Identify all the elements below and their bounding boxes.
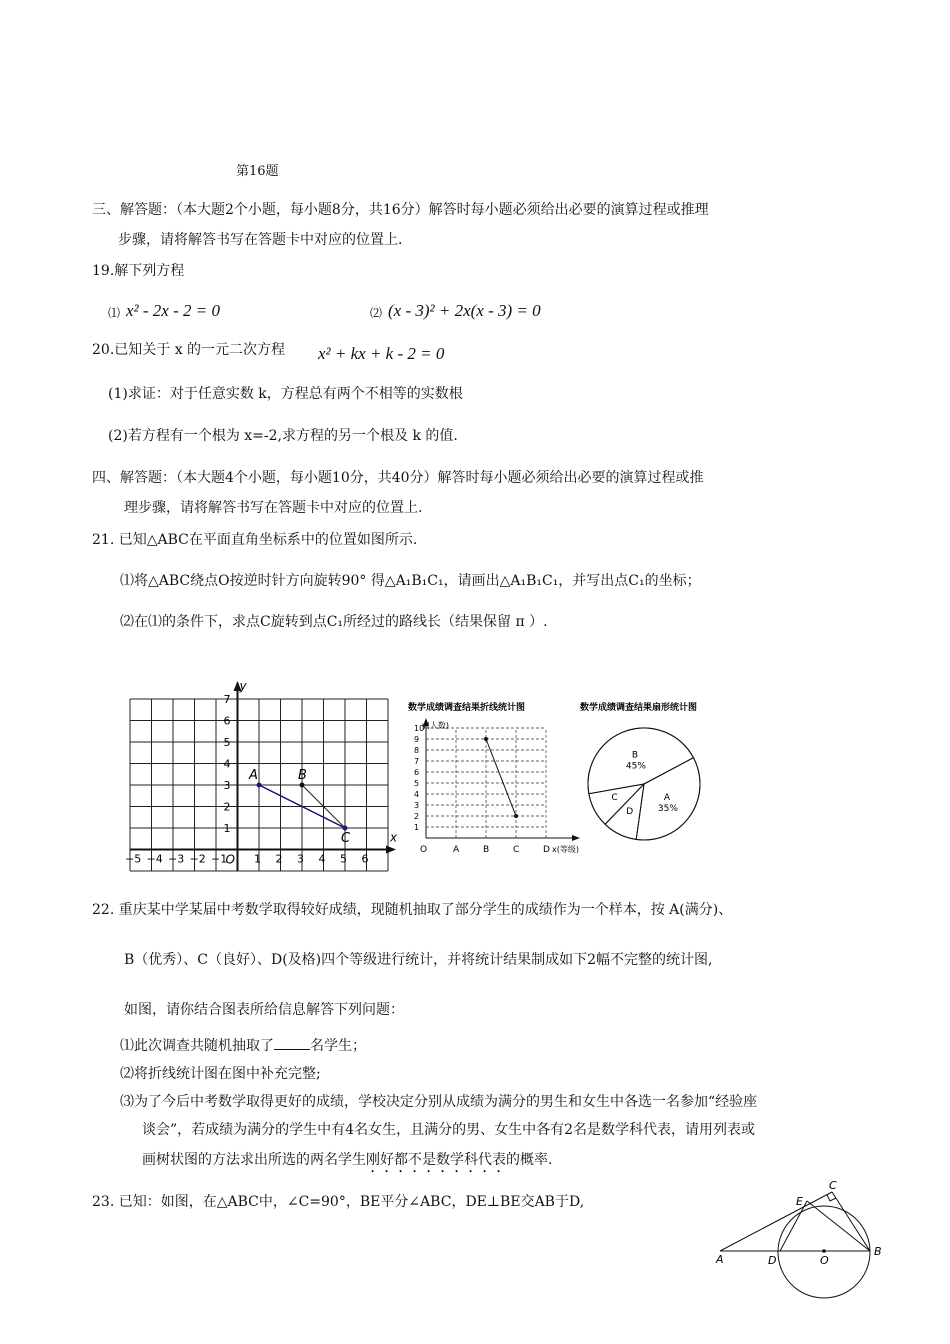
- q22-sub1-suffix: 名学生；: [310, 1038, 366, 1054]
- label-d: D: [768, 1254, 777, 1267]
- answer-blank[interactable]: [274, 1037, 310, 1050]
- question-19-title: 19.解下列方程: [92, 263, 185, 279]
- question-22-line-3: 如图，请你结合图表所给信息解答下列问题：: [124, 1002, 404, 1018]
- q21-subquestion-2: ⑵在⑴的条件下，求点C旋转到点C₁所经过的路线长（结果保留 π ）.: [120, 614, 548, 630]
- label-o: O: [820, 1254, 829, 1267]
- line-y-tick: 4: [414, 790, 420, 799]
- q19-part1-label: ⑴: [108, 306, 121, 320]
- q22-sub3-line3-prefix: 画树状图的方法求出所选的两名学生: [142, 1152, 366, 1168]
- pie-label-a: A: [663, 793, 671, 804]
- line-origin: O: [420, 845, 428, 855]
- q20-equation: x² + kx + k - 2 = 0: [318, 344, 445, 363]
- line-y-tick: 7: [414, 757, 420, 766]
- section-3-heading: 三、解答题：（本大题2个小题，每小题8分，共16分）解答时每小题必须给出必要的演算过程或推理: [92, 202, 709, 218]
- grid-axes: [130, 681, 396, 871]
- line-x-tick: C: [513, 845, 520, 855]
- y-tick-label: 5: [223, 736, 231, 749]
- label-b: B: [874, 1245, 882, 1258]
- y-tick-label: 7: [223, 693, 231, 706]
- line-y-tick: 6: [414, 768, 420, 777]
- x-axis-label: x: [390, 830, 398, 845]
- point-b: [300, 783, 305, 788]
- coordinate-grid-figure: [118, 675, 398, 875]
- pie-percent-b: 45%: [625, 761, 646, 772]
- segment-cb: [832, 1192, 870, 1251]
- question-22-line-2: B（优秀）、C（良好）、D(及格)四个等级进行统计，并将统计结果制成如下2幅不完整的统计图,: [124, 952, 713, 968]
- q22-subquestion-2: ⑵将折线统计图在图中补充完整;: [120, 1066, 321, 1082]
- line-y-label: y(人数): [422, 721, 449, 730]
- q22-subquestion-1: [120, 1037, 366, 1055]
- center-dot: [822, 1249, 826, 1253]
- line-y-tick: 3: [414, 801, 420, 810]
- q19-part2-label: ⑵: [370, 306, 383, 320]
- pie-label-d: D: [626, 807, 634, 818]
- line-y-tick: 5: [414, 779, 420, 788]
- x-axis-arrow: [386, 846, 396, 854]
- line-chart-title: 数学成绩调查结果折线统计图: [408, 703, 526, 713]
- pie-chart: [578, 698, 738, 858]
- point-a: [257, 783, 262, 788]
- line-x-tick: D: [543, 845, 550, 855]
- q21-subquestion-1: ⑴将△ABC绕点O按逆时针方向旋转90° 得△A₁B₁C₁，请画出△A₁B₁C₁，并写出点C₁的坐标；: [120, 573, 701, 589]
- line-y-tick: 2: [414, 812, 420, 821]
- pie-chart-title: 数学成绩调查结果扇形统计图: [580, 703, 698, 713]
- x-tick-label: 2: [275, 852, 283, 866]
- label-a: A: [716, 1253, 724, 1266]
- line-point: [484, 737, 488, 741]
- y-tick-label: 1: [223, 822, 231, 835]
- question-23-stem: 23. 已知：如图，在△ABC中，∠C=90°，BE平分∠ABC，DE⊥BE交AB于D,: [92, 1194, 585, 1210]
- line-x-tick: B: [483, 845, 490, 855]
- q20-subquestion-1: (1)求证：对于任意实数 k，方程总有两个不相等的实数根: [108, 386, 463, 402]
- emphasized-phrase: 刚好都不是数学科代表: [366, 1152, 506, 1168]
- segment-de: [780, 1201, 807, 1251]
- point-label-a: A: [249, 768, 258, 783]
- line-point: [514, 814, 518, 818]
- x-tick-label: −1: [211, 852, 228, 866]
- x-tick-label: 3: [297, 852, 304, 866]
- y-tick-label: 3: [223, 779, 231, 792]
- line-x-label: x(等级): [552, 845, 579, 854]
- question-22-line-1: 22. 重庆某中学某届中考数学取得较好成绩，现随机抽取了部分学生的成绩作为一个样本，按 A(满分)、: [92, 902, 733, 918]
- question-20-stem: 20.已知关于 x 的一元二次方程: [92, 342, 286, 358]
- point-label-b: B: [298, 768, 307, 783]
- figure-caption-16: 第16题: [236, 164, 279, 179]
- x-tick-label: −3: [168, 852, 185, 866]
- pie-percent-a: 35%: [657, 804, 678, 815]
- q22-subquestion-3-line-3: [142, 1151, 552, 1176]
- q22-sub1-prefix: ⑴此次调查共随机抽取了: [120, 1038, 274, 1054]
- label-e: E: [796, 1195, 803, 1208]
- line-y-tick: 10: [414, 724, 425, 733]
- section-4-instructions: 理步骤，请将解答书写在答题卡中对应的位置上.: [124, 500, 423, 516]
- x-tick-label: −4: [146, 852, 163, 866]
- line-y-tick: 9: [414, 735, 420, 744]
- pie-chart-marks: [580, 701, 700, 840]
- line-chart-marks: [408, 701, 579, 855]
- q22-sub3-line3-suffix: 的概率.: [506, 1152, 553, 1168]
- line-series: [486, 739, 516, 816]
- point-label-c: C: [341, 831, 351, 846]
- x-tick-label: −5: [125, 852, 142, 866]
- q20-subquestion-2: (2)若方程有一个根为 x=-2,求方程的另一个根及 k 的值.: [108, 428, 458, 444]
- segment-ac: [720, 1192, 832, 1251]
- y-tick-label: 6: [223, 714, 231, 728]
- y-axis-label: y: [239, 679, 247, 693]
- geometry-figure-23: [712, 1174, 892, 1324]
- y-tick-label: 4: [223, 757, 231, 771]
- point-c: [343, 826, 348, 831]
- q19-equation-1: x² - 2x - 2 = 0: [126, 301, 220, 320]
- q22-subquestion-3-line-1: ⑶为了今后中考数学取得更好的成绩，学校决定分别从成绩为满分的男生和女生中各选一名参加“经验座: [120, 1094, 758, 1110]
- x-tick-label: 1: [254, 852, 261, 866]
- section-4-heading: 四、解答题：（本大题4个小题，每小题10分，共40分）解答时每小题必须给出必要的演算过程或推: [92, 470, 704, 486]
- question-21-stem: 21. 已知△ABC在平面直角坐标系中的位置如图所示.: [92, 532, 418, 548]
- x-tick-label: 6: [361, 852, 369, 866]
- line-chart: [402, 698, 602, 870]
- q22-subquestion-3-line-2: 谈会”，若成绩为满分的学生中有4名女生，且满分的男、女生中各有2名是数学科代表，请用列表或: [142, 1122, 755, 1138]
- pie-label-c: C: [611, 792, 618, 803]
- y-tick-label: 2: [223, 800, 231, 814]
- label-c: C: [829, 1179, 837, 1192]
- x-tick-label: 5: [340, 852, 347, 866]
- line-y-tick: 1: [414, 823, 420, 832]
- line-x-tick: A: [453, 845, 460, 855]
- x-tick-label: 4: [318, 852, 326, 866]
- grid-marks: [125, 679, 398, 867]
- line-y-tick: 8: [414, 746, 420, 755]
- origin-label: O: [225, 852, 235, 867]
- section-3-instructions: 步骤，请将解答书写在答题卡中对应的位置上.: [118, 232, 403, 248]
- pie-label-b: B: [631, 750, 639, 761]
- q19-equation-2: (x - 3)² + 2x(x - 3) = 0: [388, 301, 541, 320]
- x-tick-label: −2: [189, 852, 206, 866]
